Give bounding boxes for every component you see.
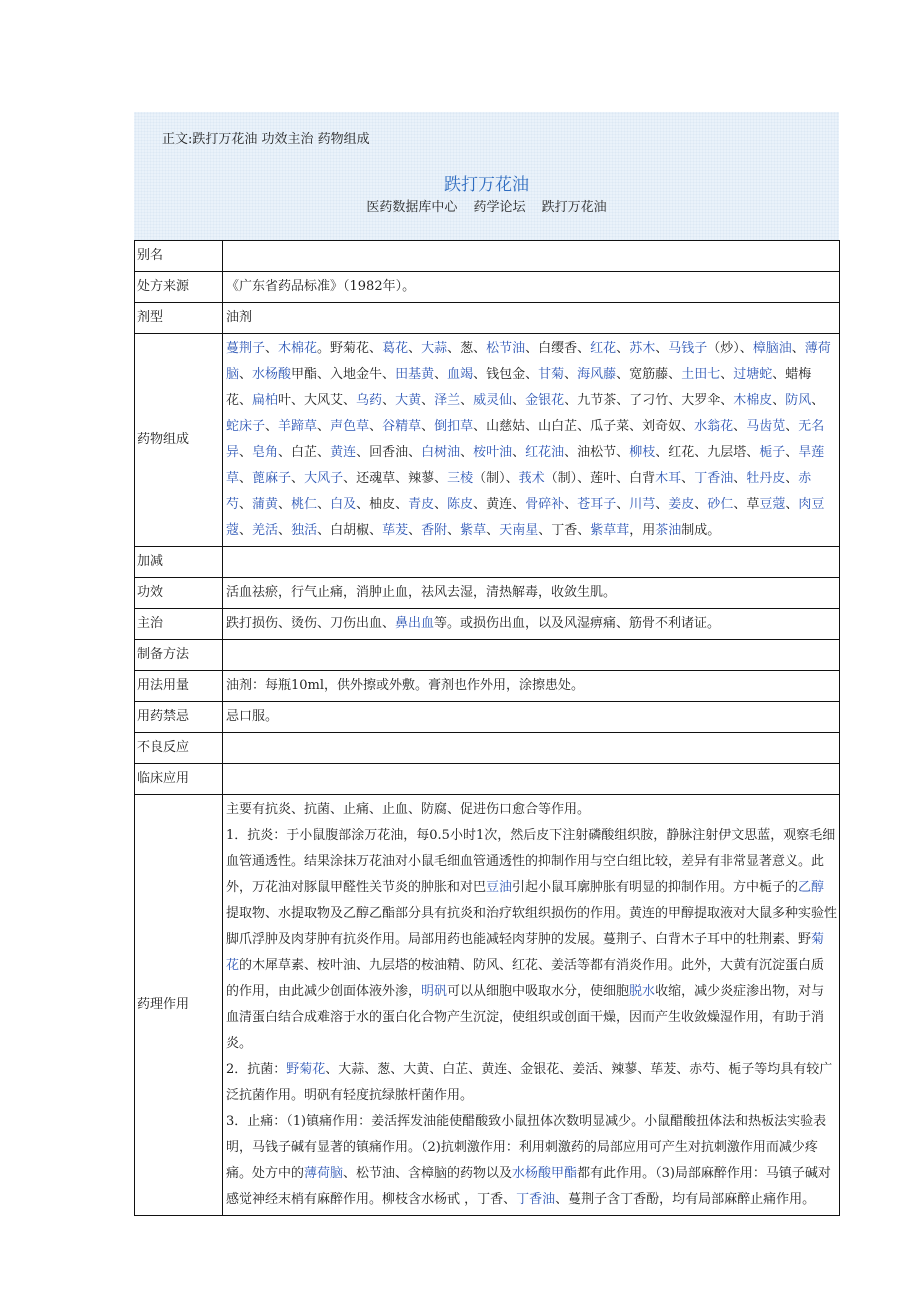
term-link[interactable]: 羊蹄草 — [278, 419, 318, 434]
term-link[interactable]: 丁香油 — [516, 1192, 556, 1207]
row-label: 不良反应 — [135, 733, 223, 764]
term-link[interactable]: 黄连 — [330, 445, 357, 460]
plain-text: 、 — [655, 341, 669, 356]
row-value — [223, 640, 840, 671]
term-link[interactable]: 砂仁 — [707, 497, 734, 512]
term-link[interactable]: 莪术 — [518, 471, 545, 486]
row-modification — [135, 547, 840, 578]
term-link[interactable]: 皂角 — [252, 445, 279, 460]
term-link[interactable]: 豆蔻 — [759, 497, 786, 512]
row-label: 用法用量 — [135, 671, 223, 702]
term-link[interactable]: 苍耳子 — [577, 497, 617, 512]
plain-text: 、 — [421, 419, 435, 434]
term-link[interactable]: 豆油 — [486, 880, 513, 895]
plain-text: 制成。 — [681, 523, 721, 538]
plain-text: 引起小鼠耳廓肿胀有明显的抑制作用。方中栀子的 — [512, 880, 799, 895]
term-link[interactable]: 蒲黄 — [252, 497, 279, 512]
term-link[interactable]: 明矾 — [421, 984, 448, 999]
plain-text: 甲酯、入地金牛、 — [291, 367, 396, 382]
breadcrumb: 正文:跌打万花油 功效主治 药物组成 — [162, 132, 370, 147]
plain-text: 、 — [785, 497, 799, 512]
term-link[interactable]: 脱水 — [629, 984, 656, 999]
plain-text: 、九节茶、了刁竹、大罗伞、 — [564, 393, 734, 408]
term-link[interactable]: 红花 — [590, 341, 617, 356]
plain-text: 3．止痛：（1)镇痛作用：姜活挥发油能使醋酸致小鼠扭体次数明显减少。小鼠醋酸扭体法和热板法实验表明，马钱子碱有显著的镇痛作用。（2)抗刺激作用：利用刺激药的局部应用可产生对抗刺激作用而减少疼痛。处方中的 — [226, 1114, 827, 1181]
plain-text: 、还魂草、辣蓼、 — [343, 471, 448, 486]
plain-text: 蜡梅花、 — [226, 367, 812, 408]
plain-text: 、黄连、 — [473, 497, 526, 512]
term-link[interactable]: 大风子 — [304, 471, 344, 486]
plain-text: 、 — [447, 523, 461, 538]
row-label: 药物组成 — [135, 334, 223, 547]
page-title: 跌打万花油 — [444, 175, 529, 195]
plain-text: 、 — [239, 367, 253, 382]
plain-text: 、蔓荆子含丁香酚，均有局部麻醉止痛作用。 — [555, 1192, 816, 1207]
term-link[interactable]: 马钱子 — [668, 341, 708, 356]
plain-text: 、 — [564, 497, 578, 512]
plain-text: 、红花、九层塔、 — [655, 445, 760, 460]
row-pharmacology — [135, 795, 840, 1216]
plain-text: 、松节油、含樟脑的药物以及 — [343, 1166, 513, 1181]
plain-text: 、 — [239, 471, 253, 486]
pharm-paragraph — [226, 1109, 837, 1213]
plain-text: 、油松节、 — [564, 445, 630, 460]
term-link[interactable]: 桃仁 — [291, 497, 318, 512]
row-preparation — [135, 640, 840, 671]
pharm-paragraph — [226, 823, 837, 1057]
row-label: 临床应用 — [135, 764, 223, 795]
plain-text: 、 — [694, 497, 708, 512]
plain-text: 主要有抗炎、抗菌、止痛、止血、防腐、促进伤口愈合等作用。 — [226, 802, 591, 817]
term-link[interactable]: 独活 — [291, 523, 318, 538]
term-link[interactable]: 倒扣草 — [434, 419, 474, 434]
row-label: 药理作用 — [135, 795, 223, 1216]
row-source — [135, 272, 840, 303]
row-contraindication — [135, 702, 840, 733]
plain-text: 、 — [616, 341, 630, 356]
term-link[interactable]: 血竭 — [447, 367, 474, 382]
term-link[interactable]: 白及 — [330, 497, 357, 512]
term-link[interactable]: 天南星 — [499, 523, 539, 538]
term-link[interactable]: 羌活 — [252, 523, 279, 538]
plain-text: 、钱包金、 — [473, 367, 539, 382]
plain-text: 、 — [278, 497, 292, 512]
term-link[interactable]: 赤芍 — [226, 471, 812, 512]
plain-text: 、 — [720, 367, 734, 382]
term-link[interactable]: 海风藤 — [577, 367, 617, 382]
plain-text: 、白缨香、 — [525, 341, 591, 356]
plain-text: （制）、 — [473, 471, 519, 486]
plain-text: 等。或损伤出血，以及风湿痹痛、筋骨不利诸证。 — [434, 616, 721, 631]
row-effect — [135, 578, 840, 609]
row-label: 用药禁忌 — [135, 702, 223, 733]
term-link[interactable]: 菊花 — [226, 932, 825, 973]
plain-text: 提取物、水提取物及乙醇乙酯部分具有抗炎和治疗软组织损伤的作用。黄连的甲醇提取液对大鼠多种实验性脚爪浮肿及肉芽肿有抗炎作用。局部用药也能减轻肉芽肿的发展。蔓荆子、白背木子耳中的牡荆素、野 — [226, 906, 838, 947]
term-link[interactable]: 栀子 — [759, 445, 786, 460]
term-link[interactable]: 大蒜 — [421, 341, 448, 356]
plain-text: 、回香油、 — [356, 445, 422, 460]
plain-text: 、白芷、 — [278, 445, 331, 460]
row-value — [223, 609, 840, 640]
plain-text: 。野菊花、 — [317, 341, 383, 356]
plain-text: 、 — [811, 393, 825, 408]
term-link[interactable]: 桉叶油 — [473, 445, 513, 460]
plain-text: 1．抗炎：于小鼠腹部涂万花油，每0.5小时1次，然后皮下注射磷酸组织胺，静脉注射伊文思蓝，观察毛细血管通透性。结果涂抹万花油对小鼠毛细血管通透性的抑制作用与空白组比较，差异有非常显著意义。此外，万花油对豚鼠甲醛性关节炎的肿胀和对巴 — [226, 828, 836, 895]
row-alias — [135, 241, 840, 272]
term-link[interactable]: 丁香油 — [694, 471, 734, 486]
link-pharmacy-forum[interactable]: 药学论坛 — [473, 200, 526, 215]
plain-text: 、 — [785, 471, 799, 486]
term-link[interactable]: 野菊花 — [286, 1062, 326, 1077]
row-value — [223, 733, 840, 764]
plain-text: 、 — [317, 419, 331, 434]
term-link[interactable]: 薄荷脑 — [226, 341, 831, 382]
plain-text: 、 — [278, 523, 292, 538]
term-link[interactable]: 鼻出血 — [395, 616, 435, 631]
term-link[interactable]: 紫草 — [460, 523, 487, 538]
plain-text: 、 — [512, 445, 526, 460]
row-label: 制备方法 — [135, 640, 223, 671]
term-link[interactable]: 紫草茸 — [590, 523, 630, 538]
row-value: 油剂：每瓶10ml，供外擦或外敷。膏剂也作外用，涂擦患处。 — [223, 671, 840, 702]
row-value — [223, 241, 840, 272]
term-link[interactable]: 谷精草 — [382, 419, 422, 434]
term-link[interactable]: 泽兰 — [434, 393, 461, 408]
term-link[interactable]: 薄荷脑 — [304, 1166, 344, 1181]
term-link[interactable]: 红花油 — [525, 445, 565, 460]
plain-text: ，用 — [629, 523, 656, 538]
plain-text: 、 — [785, 419, 799, 434]
term-link[interactable]: 水杨酸甲酯 — [512, 1166, 578, 1181]
plain-text: 、 — [681, 471, 695, 486]
term-link[interactable]: 木棉皮 — [733, 393, 773, 408]
row-label: 剂型 — [135, 303, 223, 334]
plain-text: 、 — [239, 445, 253, 460]
term-link[interactable]: 大黄 — [395, 393, 422, 408]
term-link[interactable]: 木耳 — [655, 471, 682, 486]
plain-text: 都有此作用。（3)局部麻醉作用：马镇子碱对感觉神经末梢有麻醉作用。柳枝含水杨甙 ，丁香、 — [226, 1166, 831, 1207]
term-link[interactable]: 扁柏 — [252, 393, 279, 408]
row-value: 油剂 — [223, 303, 840, 334]
term-link[interactable]: 马齿苋 — [746, 419, 786, 434]
plain-text: 、 — [772, 367, 786, 382]
plain-text: 、 — [369, 419, 383, 434]
row-form — [135, 303, 840, 334]
plain-text: 、 — [408, 341, 422, 356]
term-link[interactable]: 茶油 — [655, 523, 682, 538]
term-link[interactable]: 葛花 — [382, 341, 409, 356]
row-composition — [135, 334, 840, 547]
plain-text: 、 — [265, 341, 279, 356]
term-link[interactable]: 水翁花 — [694, 419, 734, 434]
info-table — [134, 240, 840, 1216]
term-link[interactable]: 威灵仙 — [473, 393, 513, 408]
plain-text: 、 — [486, 523, 500, 538]
plain-text: 、柚皮、 — [356, 497, 409, 512]
plain-text: 收缩，减少炎症渗出物，对与血清蛋白结合成难溶于水的蛋白化合物产生沉淀，使组织或创面干燥，因而产生收敛燥湿作用，有助于消炎。 — [226, 984, 825, 1051]
row-value — [223, 547, 840, 578]
term-link[interactable]: 骨碎补 — [525, 497, 565, 512]
plain-text: 、 — [460, 393, 474, 408]
term-link[interactable]: 苏木 — [629, 341, 656, 356]
plain-text: 、 — [382, 393, 396, 408]
term-link[interactable]: 蛇床子 — [226, 419, 266, 434]
term-link[interactable]: 蓖麻子 — [252, 471, 292, 486]
term-link[interactable]: 柳枝 — [629, 445, 656, 460]
plain-text: 2．抗菌： — [226, 1062, 287, 1077]
plain-text: 、 — [460, 445, 474, 460]
plain-text: 、宽筋藤、 — [616, 367, 682, 382]
plain-text: 、 — [291, 471, 305, 486]
plain-text: 、 — [655, 497, 669, 512]
plain-text: 、山慈姑、山白芷、瓜子菜、刘奇奴、 — [473, 419, 695, 434]
plain-text: 、 — [434, 367, 448, 382]
pharm-paragraph — [226, 797, 837, 823]
term-link[interactable]: 水杨酸 — [252, 367, 292, 382]
plain-text: （炒）、 — [707, 341, 753, 356]
plain-text: 叶、大风艾、 — [278, 393, 357, 408]
term-link[interactable]: 姜皮 — [668, 497, 695, 512]
term-link[interactable]: 蔓荆子 — [226, 341, 266, 356]
row-label: 别名 — [135, 241, 223, 272]
row-value: 《广东省药品标准》（1982年）。 — [223, 272, 840, 303]
term-link[interactable]: 青皮 — [408, 497, 435, 512]
page-header — [134, 112, 839, 241]
term-link[interactable]: 牡丹皮 — [746, 471, 786, 486]
term-link[interactable]: 樟脑油 — [752, 341, 792, 356]
row-clinical — [135, 764, 840, 795]
row-usage — [135, 671, 840, 702]
term-link[interactable]: 田基黄 — [395, 367, 435, 382]
plain-text: 、 — [564, 367, 578, 382]
plain-text: 、 — [317, 497, 331, 512]
plain-text: 、 — [265, 419, 279, 434]
plain-text: 、 — [616, 497, 630, 512]
row-indication — [135, 609, 840, 640]
term-link[interactable]: 松节油 — [486, 341, 526, 356]
term-link[interactable]: 过塘蛇 — [733, 367, 773, 382]
plain-text: 、 — [733, 471, 747, 486]
link-database-center[interactable]: 医药数据库中心 — [366, 200, 458, 215]
row-value: 活血祛瘀，行气止痛，消肿止血，祛风去湿，清热解毒，收敛生肌。 — [223, 578, 840, 609]
row-value — [223, 795, 840, 1216]
plain-text: 、白胡椒、 — [317, 523, 383, 538]
plain-text: 、 — [239, 523, 253, 538]
term-link[interactable]: 三棱 — [447, 471, 474, 486]
term-link[interactable]: 无名异 — [226, 419, 825, 460]
term-link[interactable]: 防风 — [785, 393, 812, 408]
term-link[interactable]: 甘菊 — [538, 367, 565, 382]
term-link[interactable]: 金银花 — [525, 393, 565, 408]
plain-text: 、葱、 — [447, 341, 487, 356]
term-link[interactable]: 木棉花 — [278, 341, 318, 356]
term-link[interactable]: 陈皮 — [447, 497, 474, 512]
row-label: 功效 — [135, 578, 223, 609]
plain-text: 的木犀草素、桉叶油、九层塔的桉油精、防风、红花、姜活等都有消炎作用。此外，大黄有沉淀蛋白质的作用，由此减少创面体液外渗， — [226, 958, 825, 999]
plain-text: 、 — [785, 445, 799, 460]
row-value: 忌口服。 — [223, 702, 840, 733]
pharm-paragraph — [226, 1057, 837, 1109]
row-label: 加减 — [135, 547, 223, 578]
plain-text: 、 — [772, 393, 786, 408]
term-link[interactable]: 旱莲草 — [226, 445, 825, 486]
term-link[interactable]: 荜茇 — [382, 523, 409, 538]
term-link[interactable]: 乙醇 — [798, 880, 825, 895]
row-label: 主治 — [135, 609, 223, 640]
term-link[interactable]: 肉豆蔻 — [226, 497, 825, 538]
term-link[interactable]: 白树油 — [421, 445, 461, 460]
plain-text: 、 — [408, 523, 422, 538]
plain-text: 、 — [733, 419, 747, 434]
plain-text: 、 — [434, 497, 448, 512]
plain-text: 、丁香、 — [538, 523, 591, 538]
term-link[interactable]: 香附 — [421, 523, 448, 538]
plain-text: 、草 — [733, 497, 760, 512]
plain-text: 、大蒜、葱、大黄、白芷、黄连、金银花、姜活、辣蓼、荜茇、赤芍、栀子等均具有较广泛抗菌作用。明矾有轻度抗绿脓杆菌作用。 — [226, 1062, 833, 1103]
row-value — [223, 764, 840, 795]
row-label: 处方来源 — [135, 272, 223, 303]
plain-text: （制）、莲叶、白背 — [544, 471, 656, 486]
term-link[interactable]: 乌药 — [356, 393, 383, 408]
plain-text: 、 — [421, 393, 435, 408]
plain-text: 、 — [239, 497, 253, 512]
row-adverse — [135, 733, 840, 764]
plain-text: 、 — [791, 341, 805, 356]
plain-text: 跌打损伤、烫伤、刀伤出血、 — [226, 616, 396, 631]
row-value — [223, 334, 840, 547]
term-link[interactable]: 土田七 — [681, 367, 721, 382]
subtitle-links — [134, 196, 839, 215]
term-link[interactable]: 川芎 — [629, 497, 656, 512]
plain-text: 可以从细胞中吸取水分，使细胞 — [447, 984, 630, 999]
term-link[interactable]: 声色草 — [330, 419, 370, 434]
plain-text: 、 — [512, 393, 526, 408]
link-current-page[interactable]: 跌打万花油 — [541, 200, 607, 215]
